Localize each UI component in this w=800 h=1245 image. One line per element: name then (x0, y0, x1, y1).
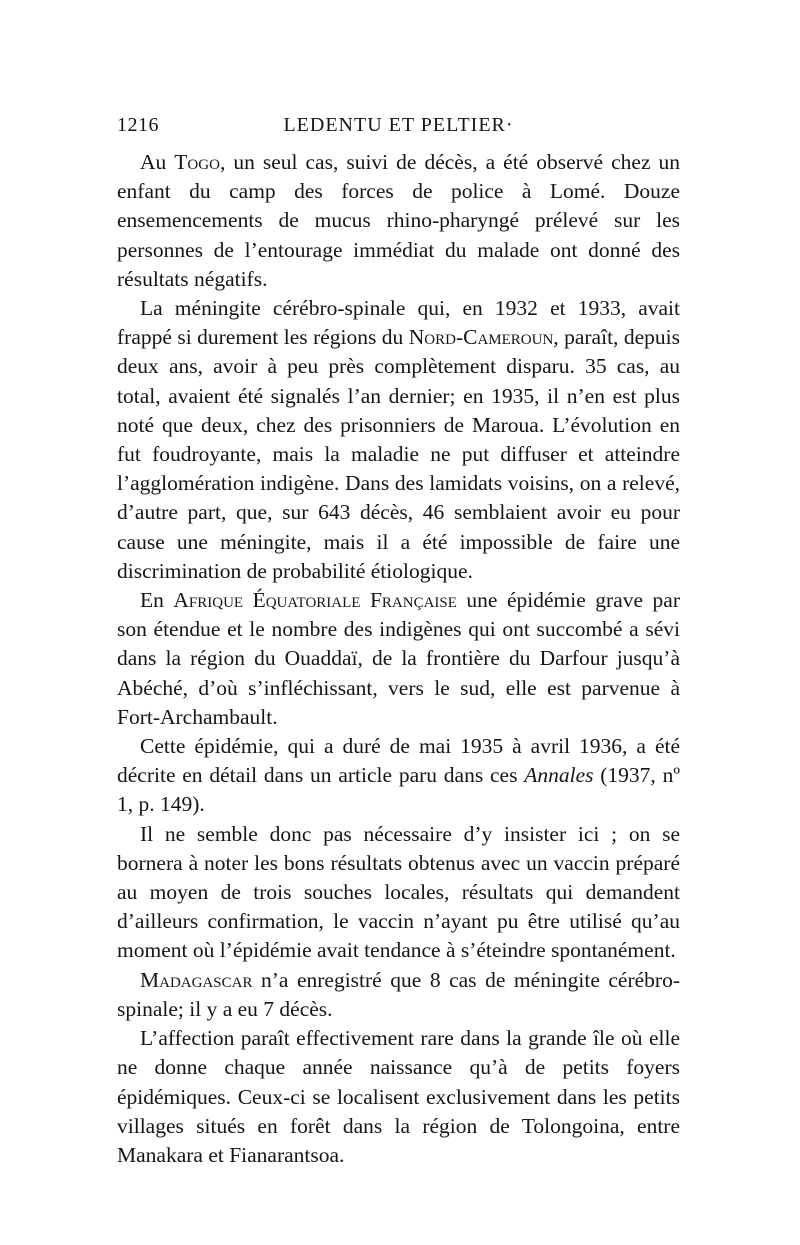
text-run: La méningite cérébro-spinale qui, en 1932 et 1933, avait frappé si durement les régions du (117, 296, 680, 350)
paragraph-vaccin (117, 820, 680, 966)
text-run: Au (140, 150, 175, 174)
place-name-nord-cameroun: Nord-Cameroun (408, 325, 554, 350)
text-run: une épidémie grave par son étendue et le nombre des indigènes qui ont succombé a sévi dans la région du Ouaddaï, de la frontière du Darfour jusqu’à Abéché, d’où s’infléchissant, vers le sud, elle est parvenue à Fort-Archambault. (117, 588, 680, 729)
place-name-aef: Afrique Équatoriale Française (173, 588, 457, 613)
text-run: Il ne semble donc pas nécessaire d’y insister ici ; on se bornera à noter les bons résultats obtenus avec un vaccin préparé au moyen de trois souches locales, résultats qui demandent d’ailleurs confirmation, le vaccin n’ayant pu être utilisé qu’au moment où l’épidémie avait tendance à s’éteindre spontanément. (117, 821, 680, 963)
text-run: En (140, 588, 174, 613)
paragraph-epidemie (117, 732, 680, 820)
paragraph-togo (117, 148, 680, 294)
book-page (117, 112, 680, 1170)
place-name-togo: Togo (174, 150, 220, 174)
paragraph-afrique-equatoriale (117, 586, 680, 732)
text-run: (1937, nº 1, p. 149). (117, 763, 681, 817)
text-run: Cette épidémie, qui a duré de mai 1935 à avril 1936, a été décrite en détail dans un article paru dans ces (117, 734, 680, 788)
paragraph-affection (117, 1024, 680, 1170)
text-run: L’affection paraît effectivement rare dans la grande île où elle ne donne chaque année naissance qu’à de petits foyers épidémiques. Ceux-ci se localisent exclusivement dans les petits villages situés en forêt dans la région de Tolongoina, entre Manakara et Fianarantsoa. (117, 1026, 680, 1167)
text-run: n’a enregistré que 8 cas de méningite cérébro-spinale; il y a eu 7 décès. (117, 967, 680, 1021)
running-title: LEDENTU ET PELTIER· (283, 114, 514, 136)
page-number: 1216 (117, 114, 159, 136)
text-run: , paraît, depuis deux ans, avoir à peu près complètement disparu. 35 cas, au total, avaient été signalés l’an dernier; en 1935, il n’en est plus noté que deux, chez des prisonniers de Maroua. L’évolution en fut foudroyante, mais la maladie ne put diffuser et atteindre l’agglomération indigène. Dans des lamidats voisins, on a relevé, d’autre part, que, sur 643 décès, 46 semblaient avoir eu pour cause une méningite, mais il a été impossible de faire une discrimination de probabilité étiologique. (117, 325, 680, 583)
page-header (117, 112, 680, 148)
journal-title: Annales (524, 763, 594, 788)
body-text (117, 148, 680, 1170)
text-run: , un seul cas, suivi de décès, a été observé chez un enfant du camp des forces de police à Lomé. Douze ensemencements de mucus rhino-pharyngé prélevé sur les personnes de l’entourage immédiat du malade ont donné des résultats négatifs. (117, 150, 680, 291)
place-name-madagascar: Madagascar (140, 967, 253, 992)
paragraph-nord-cameroun (117, 294, 680, 586)
paragraph-madagascar (117, 966, 680, 1024)
